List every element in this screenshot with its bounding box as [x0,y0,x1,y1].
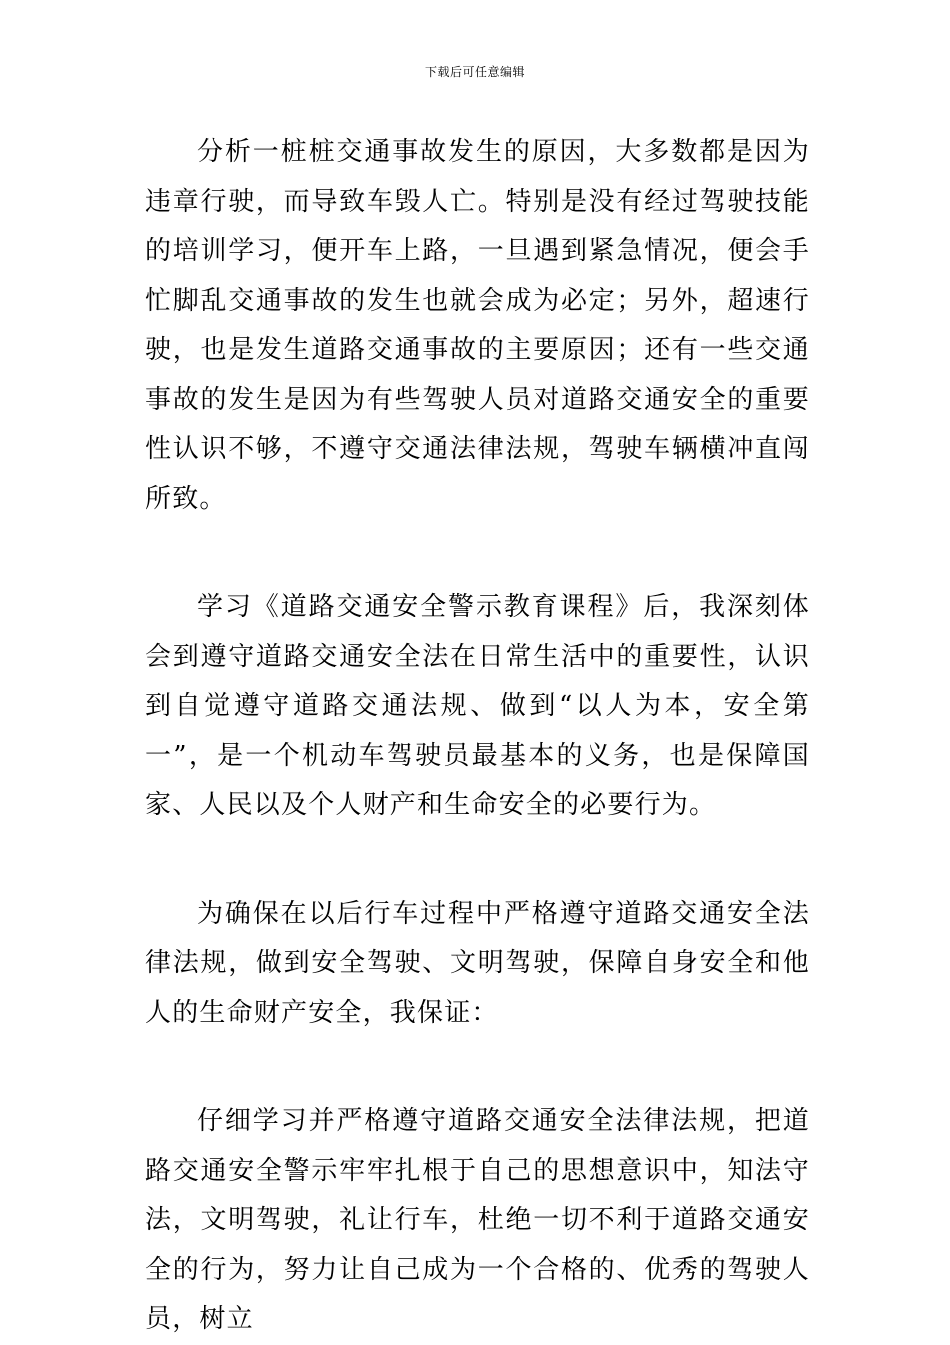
paragraph-4: 仔细学习并严格遵守道路交通安全法律法规，把道路交通安全警示牢牢扎根于自己的思想意识中，知法守法，文明驾驶，礼让行车，杜绝一切不利于道路交通安全的行为，努力让自己成为一个合格的、优秀的驾驶人员，树立 [145,1106,810,1334]
paragraph-2: 学习《道路交通安全警示教育课程》后，我深刻体会到遵守道路交通安全法在日常生活中的重要性，认识到自觉遵守道路交通法规、做到“以人为本，安全第一”，是一个机动车驾驶员最基本的义务，也是保障国家、人民以及个人财产和生命安全的必要行为。 [145,592,810,820]
header-note: 下载后可任意编辑 [424,65,525,79]
document-body [145,128,810,1345]
paragraph-3: 为确保在以后行车过程中严格遵守道路交通安全法律法规，做到安全驾驶、文明驾驶，保障自身安全和他人的生命财产安全，我保证： [145,898,810,1028]
paragraph-1: 分析一桩桩交通事故发生的原因，大多数都是因为违章行驶，而导致车毁人亡。特别是没有经过驾驶技能的培训学习，便开车上路，一旦遇到紧急情况，便会手忙脚乱交通事故的发生也就会成为必定；另外，超速行驶，也是发生道路交通事故的主要原因；还有一些交通事故的发生是因为有些驾驶人员对道路交通安全的重要性认识不够，不遵守交通法律法规，驾驶车辆横冲直闯所致。 [145,137,810,514]
